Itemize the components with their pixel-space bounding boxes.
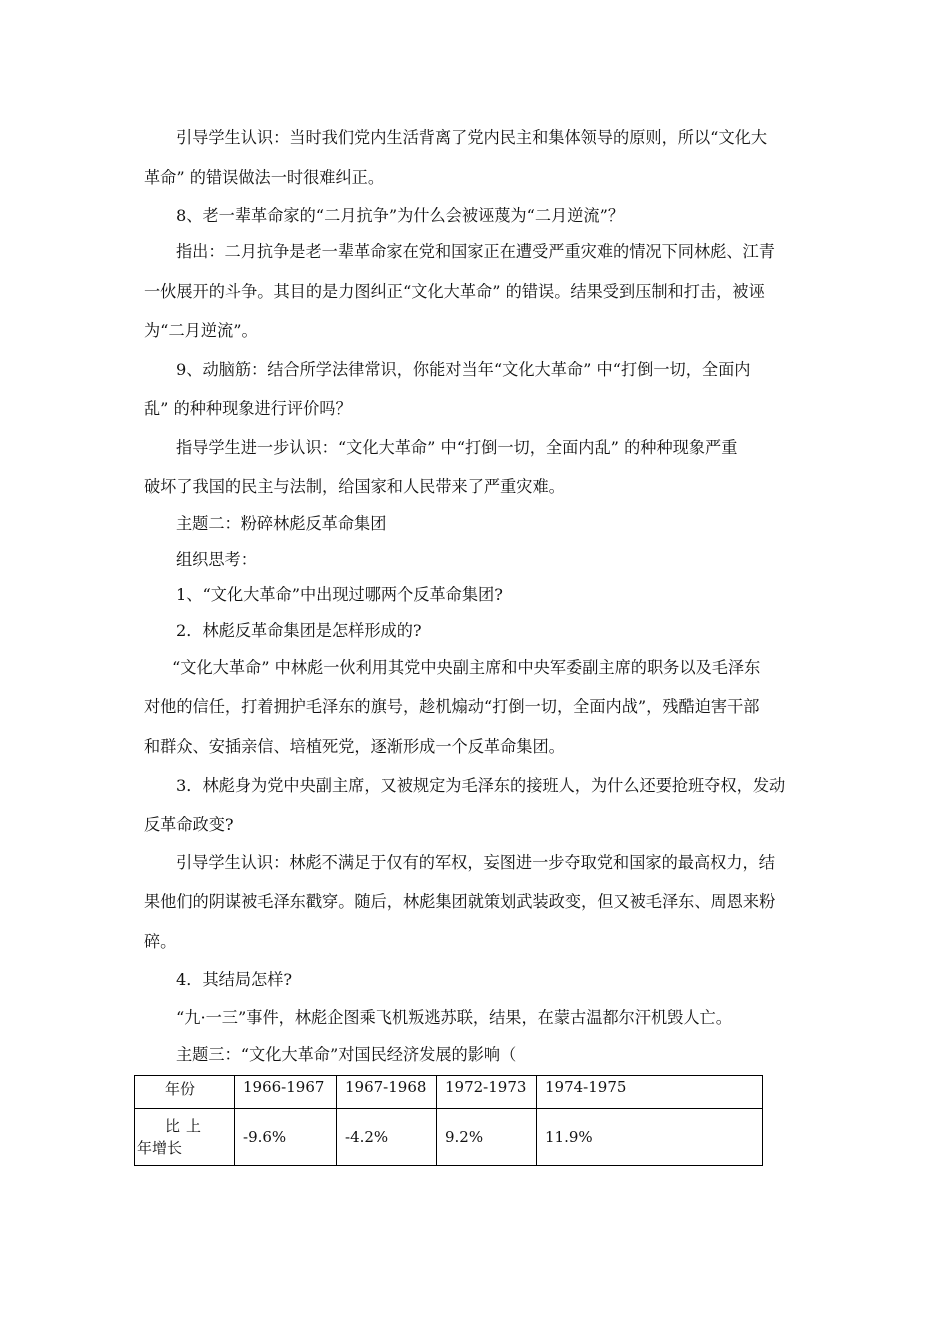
paragraph-line: 乱” 的种种现象进行评价吗？ <box>144 399 352 418</box>
table-row <box>135 1109 763 1166</box>
question-8: 8、老一辈革命家的“二月抗争”为什么会被诬蔑为“二月逆流”？ <box>176 206 625 225</box>
section-heading-2: 主题二：粉碎林彪反革命集团 <box>176 514 387 533</box>
table-cell: 1974-1975 <box>537 1076 763 1109</box>
table-cell: -4.2% <box>337 1109 437 1166</box>
paragraph-line: 引导学生认识：当时我们党内生活背离了党内民主和集体领导的原则，所以“文化大 <box>176 128 768 147</box>
paragraph-line: 指出：二月抗争是老一辈革命家在党和国家正在遭受严重灾难的情况下同林彪、江青 <box>176 242 775 261</box>
paragraph-line: 指导学生进一步认识：“文化大革命” 中“打倒一切，全面内乱” 的种种现象严重 <box>176 438 738 457</box>
paragraph-line: 革命” 的错误做法一时很难纠正。 <box>144 168 385 187</box>
table-cell: 1967-1968 <box>337 1076 437 1109</box>
paragraph-line: 一伙展开的斗争。其目的是力图纠正“文化大革命” 的错误。结果受到压制和打击，被诬 <box>144 282 765 301</box>
paragraph-line: “九·一三”事件，林彪企图乘飞机叛逃苏联，结果，在蒙古温都尔汗机毁人亡。 <box>176 1008 732 1027</box>
paragraph-line: 碎。 <box>144 932 177 951</box>
paragraph-line: 引导学生认识：林彪不满足于仅有的军权，妄图进一步夺取党和国家的最高权力，结 <box>176 853 775 872</box>
economic-growth-table <box>134 1075 763 1166</box>
paragraph-line: 为“二月逆流”。 <box>144 321 258 340</box>
table-cell: 1972-1973 <box>437 1076 537 1109</box>
table-header-cell: 比上 年增长 <box>135 1109 235 1166</box>
paragraph-line: “文化大革命” 中林彪一伙利用其党中央副主席和中央军委副主席的职务以及毛泽东 <box>172 658 761 677</box>
paragraph-line: 对他的信任，打着拥护毛泽东的旗号，趁机煽动“打倒一切，全面内战”，残酷迫害干部 <box>144 697 760 716</box>
question-3: 3．林彪身为党中央副主席，又被规定为毛泽东的接班人，为什么还要抢班夺权，发动 <box>176 776 786 795</box>
table-cell: 9.2% <box>437 1109 537 1166</box>
question-2: 2．林彪反革命集团是怎样形成的? <box>176 621 422 640</box>
question-4: 4．其结局怎样? <box>176 970 293 989</box>
table-cell: 1966-1967 <box>235 1076 337 1109</box>
paragraph-line: 反革命政变? <box>144 815 234 834</box>
paragraph-line: 组织思考： <box>176 550 257 569</box>
question-9: 9、动脑筋：结合所学法律常识，你能对当年“文化大革命” 中“打倒一切，全面内 <box>176 360 751 379</box>
table-cell: 11.9% <box>537 1109 763 1166</box>
section-heading-3: 主题三：“文化大革命”对国民经济发展的影响（ <box>176 1045 517 1064</box>
question-1: 1、“文化大革命”中出现过哪两个反革命集团? <box>176 585 503 604</box>
paragraph-line: 和群众、安插亲信、培植死党，逐渐形成一个反革命集团。 <box>144 737 565 756</box>
table-cell: -9.6% <box>235 1109 337 1166</box>
table-header-cell: 年份 <box>135 1076 235 1109</box>
paragraph-line: 果他们的阴谋被毛泽东戳穿。随后，林彪集团就策划武装政变，但又被毛泽东、周恩来粉 <box>144 892 776 911</box>
paragraph-line: 破坏了我国的民主与法制，给国家和人民带来了严重灾难。 <box>144 477 565 496</box>
table-row <box>135 1076 763 1109</box>
